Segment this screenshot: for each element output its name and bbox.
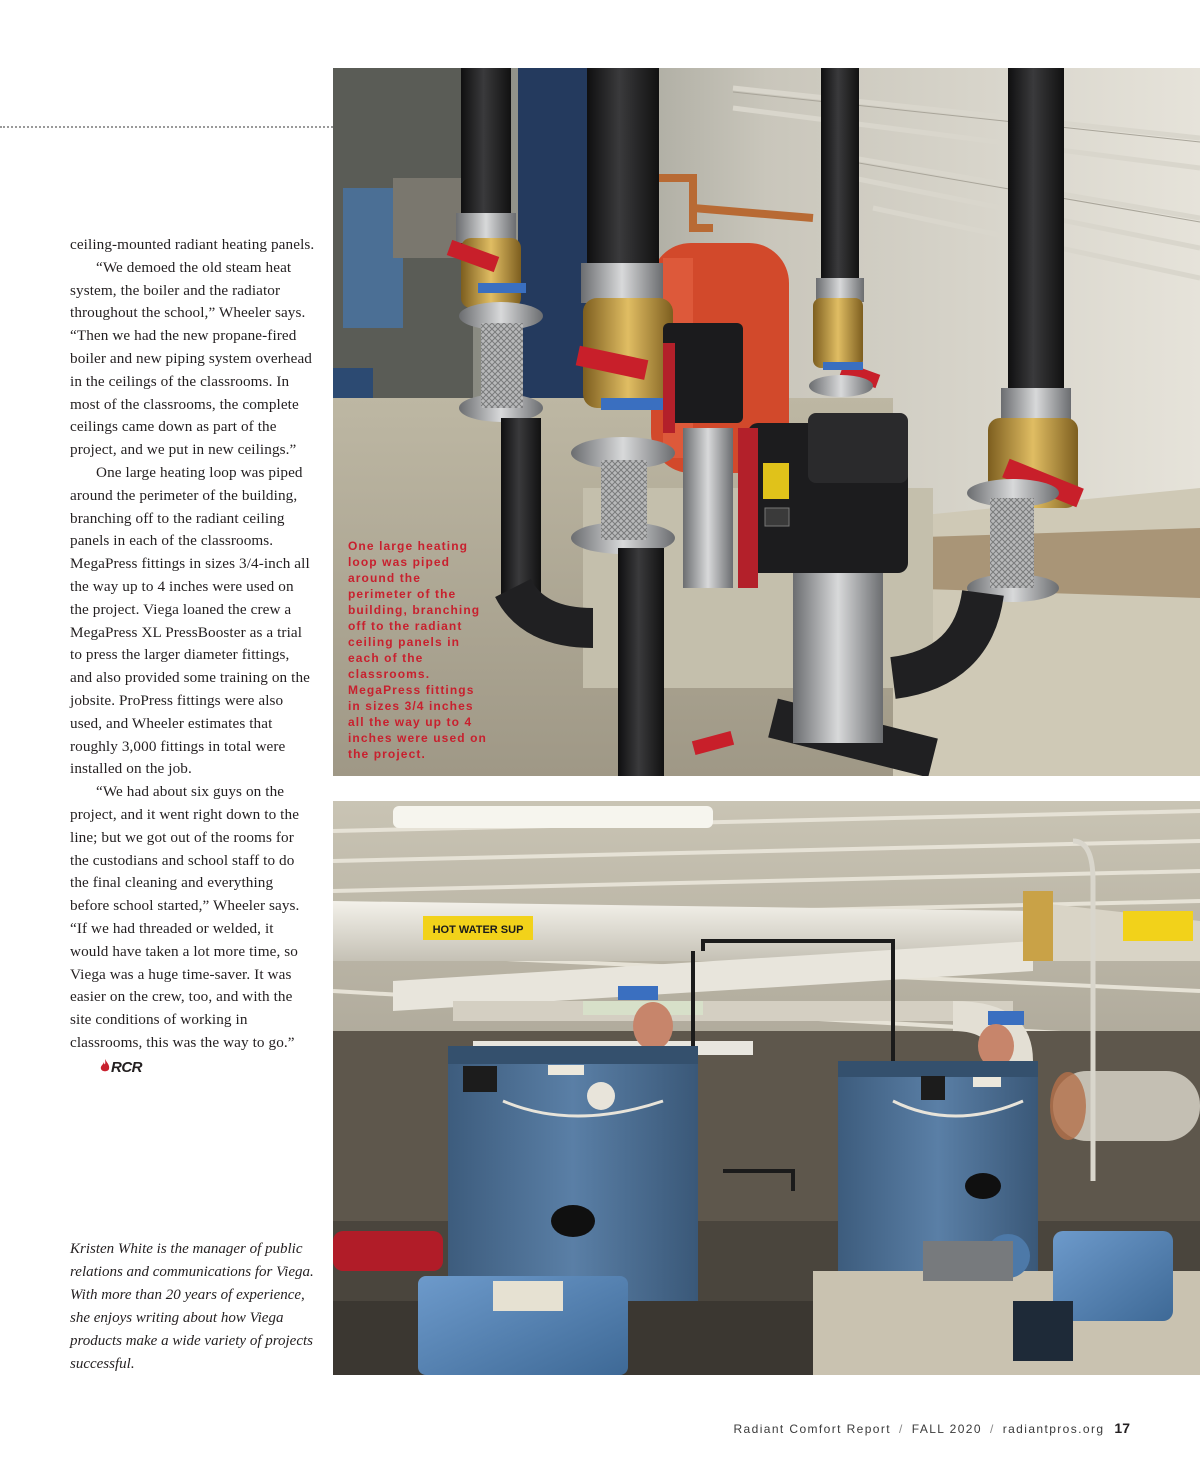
photo-caption: One large heating loop was piped around the perimeter of the building, branching off to the radiant ceiling panels in each of the classrooms. MegaPress fittings in sizes 3/4 inches all the way up to 4 inches were used on the project. — [348, 539, 487, 761]
footer-separator: / — [989, 1422, 995, 1436]
page-number: 17 — [1114, 1420, 1130, 1436]
page-footer — [733, 1420, 1130, 1436]
pipe-label: HOT WATER SUP — [432, 924, 524, 936]
rcr-logo-text: RCR — [111, 1058, 142, 1076]
article-paragraph — [70, 781, 315, 1079]
article-body — [70, 234, 315, 1079]
article-paragraph: One large heating loop was piped around the perimeter of the building, branching off to the radiant ceiling panels in each of the classrooms. MegaPress fittings in sizes 3/4-inch all the way up to 4 inches were used on the project. Viega loaned the crew a MegaPress XL PressBooster as a trial to press the larger diameter fittings, and also provided some training on the jobsite. ProPress fittings were also used, and Wheeler estimates that roughly 3,000 fittings in total were installed on the job. — [70, 463, 310, 778]
section-divider-dotted — [0, 126, 333, 128]
footer-site: radiantpros.org — [1002, 1422, 1105, 1436]
author-bio: Kristen White is the manager of public relations and communications for Viega. With more than 20 years of experience, she enjoys writing about how Viega products make a wide variety of projects successful. — [70, 1241, 314, 1372]
flame-icon — [100, 1059, 110, 1073]
footer-separator: / — [899, 1422, 904, 1436]
footer-issue: FALL 2020 — [911, 1422, 982, 1436]
article-paragraph-text: “We had about six guys on the project, and it went right down to the line; but we got out of the rooms for the custodians and school staff to do the final cleaning and everything before school started,” Wheeler says. “If we had threaded or welded, it would have taken a lot more time, so Viega was a huge time-saver. It was easier on the crew, too, and with the site conditions of working in classrooms, this was the way to go.” — [70, 783, 300, 1051]
article-paragraph: “We demoed the old steam heat system, the boiler and the radiator throughout the school,” Wheeler says. “Then we had the new propane-fired boiler and new piping system overhead in the ceilings of the classrooms. In most of the classrooms, the complete ceilings came down as part of the project, and we put in new ceilings.” — [70, 258, 312, 459]
photo-boiler-room — [333, 801, 1200, 1375]
footer-publication: Radiant Comfort Report — [733, 1422, 892, 1436]
article-paragraph: ceiling-mounted radiant heating panels. — [70, 236, 315, 253]
rcr-end-mark-logo — [74, 1057, 142, 1080]
